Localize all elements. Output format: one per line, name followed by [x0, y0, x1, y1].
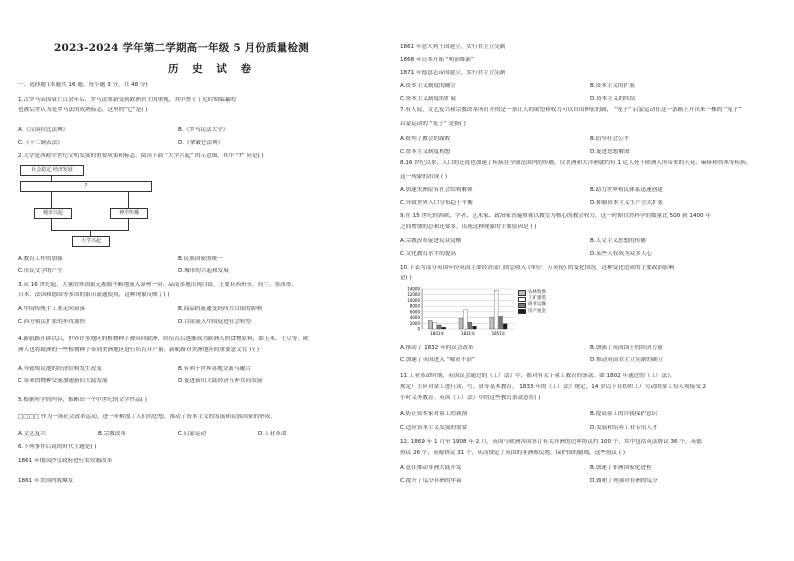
y-tick-label: 0 [417, 326, 420, 332]
legend-swatch [518, 303, 526, 309]
q10-option-d[interactable]: D.推动英国君主立宪制的确立 [590, 357, 664, 363]
q8-option-a[interactable]: A.加速美洲原有社会结构解体 [400, 187, 473, 193]
q10-chart-svg [400, 286, 520, 338]
q2-option-b[interactable]: B.民族国家的统一 [178, 256, 223, 262]
paper-subtitle: 历 史 试 卷 [168, 63, 256, 75]
q10-stem-2: 是( ) [400, 275, 412, 281]
legend-label: 房产租金 [528, 308, 546, 314]
y-tick-label: 14000 [407, 286, 420, 292]
q1-stem: 1.古罗马帝国衰亡百余年后，罗马法重新受到欧洲君主的重视，其中查士丁尼时期编纂的 [18, 97, 236, 103]
diagram-box-top: 社会稳定 经济发展 [20, 165, 84, 176]
q12-option-c[interactable]: C.提升了瓜分非洲的序幕 [400, 478, 462, 484]
q5-option-a[interactable]: A.文艺复兴 [18, 431, 46, 437]
q3-option-d[interactable]: D.白银流入中国促进社会转型 [178, 319, 252, 325]
x-category-label: 1801年 [430, 331, 445, 336]
diagram-connector [128, 218, 129, 230]
q6-option-a[interactable]: A.资本主义制度的确立 [400, 83, 456, 89]
y-tick-label: 6000 [409, 309, 420, 315]
q6-option-b[interactable]: B.资本主义的扩展 [590, 83, 635, 89]
q7-stem-2: 启蒙运动的 “笼子” 是指( ) [400, 121, 466, 127]
diagram-box-question: ? [20, 181, 152, 192]
q2-option-d[interactable]: D.城市的兴起和发展 [178, 268, 229, 274]
q8-option-c[interactable]: C.导致世界人口分布趋于平衡 [400, 200, 473, 206]
x-category-label: 1831年 [460, 331, 476, 336]
q3-stem-2: 日本、法国和德国等多国的银币流通使用，这种现象反映了( ) [18, 292, 170, 298]
paper-title: 2023-2024 学年第二学期高一年级 5 月份质量检测 [54, 42, 309, 54]
bar [503, 324, 507, 329]
q5-stem: 5.根据所学的内容，推断出一个中世纪的文学作品( ) [18, 397, 147, 403]
section-heading: 一、选择题 (本题共 16 题，每小题 3 分，共 48 分) [18, 82, 148, 88]
q11-option-c[interactable]: C.适应资本主义发展的需要 [400, 425, 468, 431]
q9-stem-2: 之间增加的总和还要多，出现这种现象的主要原因是 ( ) [400, 224, 537, 230]
q5-stem-2: □□□□ 作为一场社会改革运动，进一步解放了人们的思想，推动了资本主义的发展和民族国家的形成。 [18, 414, 276, 420]
bar [494, 290, 498, 329]
q10-option-c[interactable]: C.加速了英国进入 “城市不治” [400, 357, 475, 363]
y-tick-label: 10000 [407, 297, 420, 303]
bar [499, 316, 503, 329]
q10-chart-legend [518, 290, 546, 315]
legend-swatch [518, 290, 526, 296]
q8-stem: 8.16 世纪以来，人口的迁徙也加速了疾病在全球范围内的传播，仅美洲和大洋洲就约有 1 亿人死于欧洲人所带来的天花、麻疹和伤寒等疾病。 [400, 160, 752, 166]
q7-stem: 7.有人说，文艺复兴和宗教改革所打开的是一条让人的欲望和权力可以自由伸张的路， “笼子” 启蒙运动在这一条路上开出来一棵的 “笼子” [400, 107, 742, 113]
q9-option-d[interactable]: D.某些人权成为众多人心 [590, 251, 653, 257]
q5-option-b[interactable]: B.宗教改革 [98, 431, 126, 437]
q2-stem: 2.大学是西欧中世纪文明发展的重要成果和标志。阅读下面 “大学兴起” 的示意图，其中 “?” 应是( ) [18, 153, 264, 159]
y-tick-label: 2000 [409, 320, 420, 326]
q11-option-b[interactable]: B.提高童工的自我保护意识 [590, 411, 658, 417]
q7-option-b[interactable]: B.倡导社会公平 [590, 136, 630, 142]
bar [464, 310, 468, 329]
y-tick-label: 4000 [409, 315, 420, 321]
q9-option-b[interactable]: B.人文主义思想的传播 [590, 238, 646, 244]
bar [437, 325, 441, 329]
diagram-connector [128, 191, 129, 208]
q11-stem-3: 小时义务教育。英国《工厂法》中的这些教育条款意在( ) [400, 395, 541, 401]
q1-option-c[interactable]: C.《十二铜表法》 [18, 140, 63, 146]
q5-option-d[interactable]: D.工业革命 [258, 431, 287, 437]
q11-option-a[interactable]: A.防止资本家对童工的剥削 [400, 411, 468, 417]
diagram-connector [51, 191, 52, 208]
q3-option-c[interactable]: C.西方殖民扩张的步伐加快 [18, 319, 86, 325]
q6-event-2: 1861 年美国内战爆发 [18, 478, 74, 484]
q6-option-c[interactable]: C.资本主义制度的扩展 [400, 96, 457, 102]
q2-option-a[interactable]: A.教育工作的加强 [18, 256, 63, 262]
q6-event-1: 1861 年俄国沙皇政府进行农奴制改革 [18, 458, 113, 464]
bar [442, 327, 446, 329]
q8-option-d[interactable]: D.抑制资本主义生产方式扩张 [590, 200, 664, 206]
q7-option-a[interactable]: A.批判了教会的腐败 [400, 136, 451, 142]
q6-event-5: 1871 年德意志帝国建立，实行君主立宪制 [400, 70, 506, 76]
q7-option-d[interactable]: D.促进思想解放 [590, 149, 630, 155]
q11-stem: 11.工业革命时期，英国议会通过的《工厂法》中，都对有关于童工教育的条款。如 1802 年通过的《工厂法》， [400, 373, 676, 379]
q7-option-c[interactable]: C.资本主义制度构想 [400, 149, 451, 155]
q12-stem-2: 协议 26 个，英葡协议 31 个，从而规定了英国的非洲殖民地，保护国的疆域。这些协议 ( ) [400, 450, 626, 456]
q1-option-b[interactable]: B.《罗马民法大全》 [178, 127, 229, 133]
q5-option-c[interactable]: C.启蒙运动 [178, 431, 207, 437]
q2-option-c[interactable]: C.市民文学的产生 [18, 268, 63, 274]
legend-label: 工矿建筑 [528, 296, 546, 302]
bar [468, 322, 472, 329]
q11-option-d[interactable]: D.发展和培养工业专用人才 [590, 425, 658, 431]
q9-stem: 9.在 15 世纪的西欧，学者、艺术家、政治家普遍重视以教皇为核心的教会权力，这一时期自然科学的数量比 500 到 1400 年 [400, 213, 711, 219]
bar [428, 320, 432, 329]
q4-stem: 4.新航路开辟以后，世界许多地区的植物种子被带回欧洲，经培育后逐渐成为欧洲人的食物原料，如玉米、土豆等，欧 [18, 336, 309, 342]
q4-stem-2: 洲人也将欧洲的一些植物种子带到美洲地区进行培育并产量，新航路对美洲地区的重要意义在于( ) [18, 347, 260, 353]
q10-option-a[interactable]: A.推动了 1832 年的议会改革 [400, 345, 474, 351]
q3-stem: 3.从 16 世纪起，大量的外国银元源源不断地流入漳州一带，晶南多地出现白银，主要有西班牙、荷兰、墨西哥、 [18, 282, 297, 288]
diagram-box-left: 城市兴起 [34, 208, 72, 219]
bar [490, 317, 494, 329]
q1-stem-2: 也被后世认为是罗马法的成熟标志，这里的“它”是( ) [18, 107, 148, 113]
q4-option-c[interactable]: C.带来的物种交流加速新旧大陆发展 [18, 378, 108, 384]
q6-event-4: 1868 年日本开始 “明治维新” [400, 57, 474, 63]
q4-option-a[interactable]: A.导致殖民地的经济结构发生改变 [18, 366, 102, 372]
q9-option-a[interactable]: A.宗教改革促进民众觉醒 [400, 238, 462, 244]
diagram-box-bottom: 大学兴起 [72, 236, 110, 247]
q10-option-b[interactable]: B.加强了英国国王的经济力量 [590, 345, 663, 351]
y-tick-label: 12000 [407, 292, 420, 298]
q11-stem-2: 规定厂主应对童工进行读、写、算等基本教育。 1833 年的《工厂法》规定，14 岁以下在纺织工厂劳动的童工每天须接受 2 [400, 384, 707, 390]
bar [459, 318, 463, 329]
q8-option-b[interactable]: B.助力世界殖民体系迅速创建 [590, 187, 663, 193]
legend-label: 农林牧渔 [528, 290, 546, 295]
q1-option-a[interactable]: A.《汉谟拉比法典》 [18, 127, 69, 133]
diagram-connector [51, 218, 52, 230]
q12-option-d[interactable]: D.做和了列强对非洲的瓜分 [590, 478, 658, 484]
q8-stem-2: 这一现象的出现 ( ) [400, 174, 448, 180]
q4-option-b[interactable]: B.有利于世界各地交流与融合 [178, 366, 251, 372]
q6-stem: 6.下列事件后说的时代主题是( ) [18, 444, 97, 450]
q3-option-b[interactable]: B.商品的流通受到西方白银的影响 [178, 306, 262, 312]
q4-option-d[interactable]: D.促进新旧大陆经济互补共同发展 [178, 378, 263, 384]
y-tick-label: 8000 [409, 303, 420, 309]
legend-entry [518, 309, 546, 315]
legend-swatch [518, 309, 526, 315]
q12-stem: 12. 1869 年 1 月至 1908 年 2 月，英国与欧洲各国签订有关非洲的边界协议约 100 个，其中包括英法协议 36 个，英德 [400, 439, 702, 445]
x-category-label: 1851年 [491, 331, 506, 336]
q10-stem: 10.下表为部分英国年份英国主要经济部门的总收入 (单位：万英镑) 的变化情况，这种变化造成的主要政治影响 [400, 265, 675, 271]
q6-option-d[interactable]: D.资本主义的终结 [590, 96, 636, 102]
bar [473, 326, 477, 329]
diagram-box-mid: 神学传播 [110, 208, 148, 219]
bar [433, 323, 437, 329]
legend-label: 商业运输 [528, 302, 546, 308]
q6-event-3: 1861 年意大利王国建立，实行君主立宪制 [400, 44, 506, 50]
q3-option-a[interactable]: A.中国传统手工业走向衰落 [18, 306, 86, 312]
q9-option-c[interactable]: C.文化教育水平的提高 [400, 251, 457, 257]
q1-option-d[interactable]: D.《拿破仑法典》 [178, 140, 224, 146]
q12-option-b[interactable]: B.加速了非洲国家化进程 [590, 465, 652, 471]
q12-option-a[interactable]: A.意在推动非洲大陆开发 [400, 465, 462, 471]
legend-swatch [518, 297, 526, 303]
